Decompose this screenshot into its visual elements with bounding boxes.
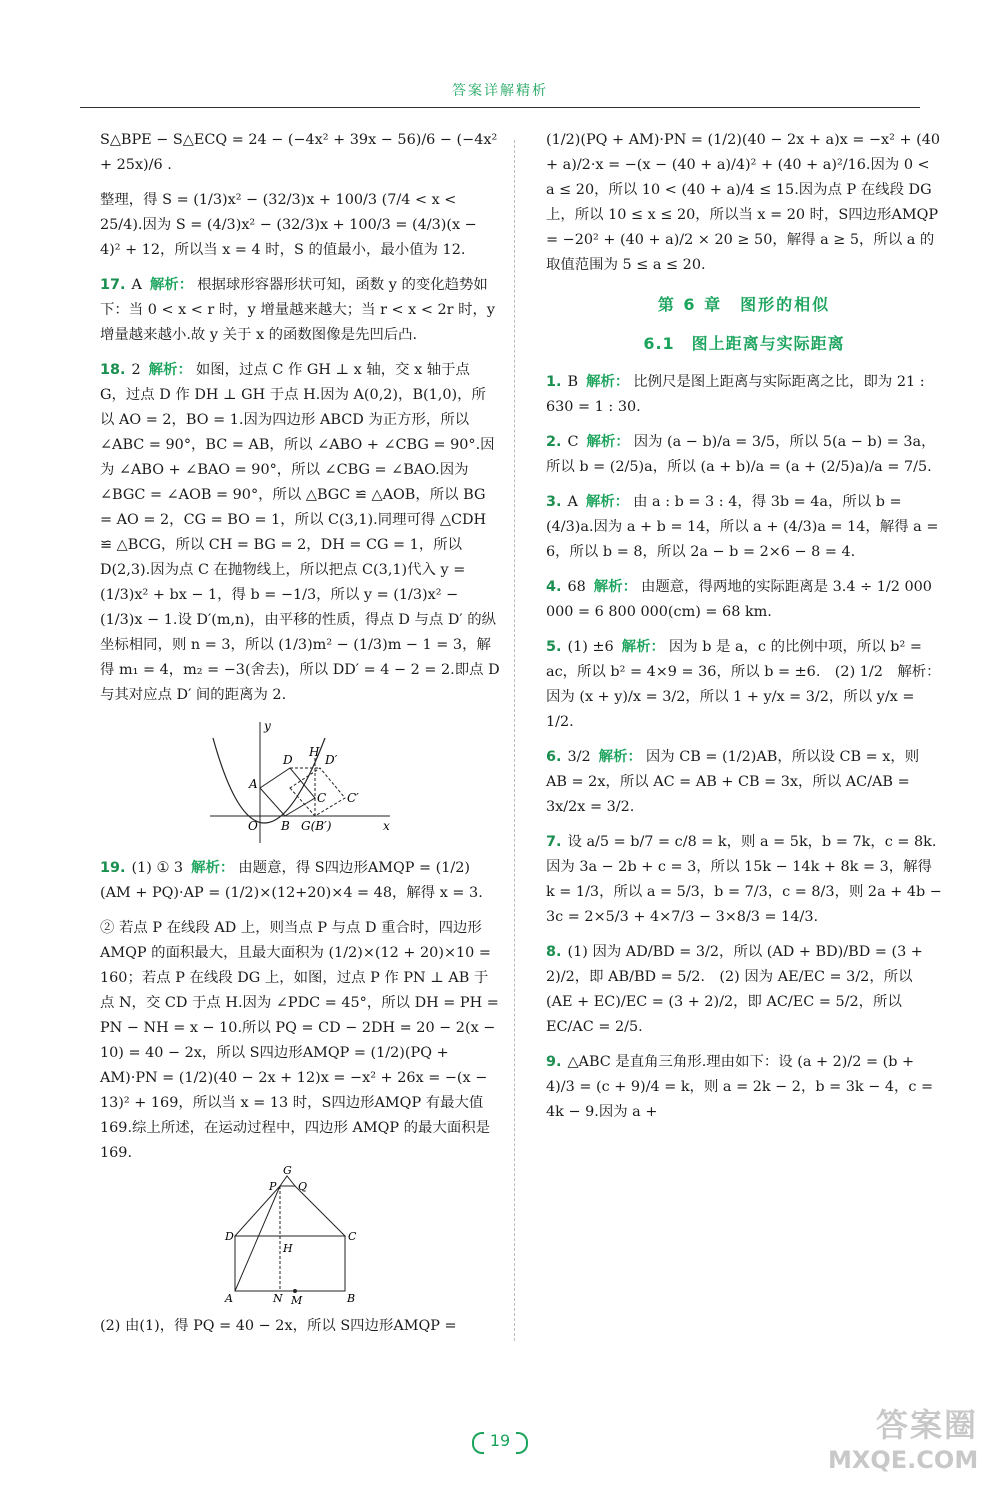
parabola-square-figure <box>205 718 395 848</box>
item-number: 4. <box>546 579 562 595</box>
item-tag: 解析： <box>149 277 194 293</box>
item-number: 3. <box>546 494 562 510</box>
column-divider <box>514 140 515 1341</box>
label-a: A <box>249 777 258 791</box>
label-d-prime: D′ <box>325 753 338 767</box>
paragraph: (1/2)(PQ + AM)·PN = (1/2)(40 − 2x + a)x = −x² + (40 + a)/2·x = −(x − (40 + a)/4)² + (40 + a)²/16.因为 0 < a ≤ 20，所以 10 < (40 + a)/4 ≤ 15.因为点 P 在线段 DG 上，所以 10 ≤ x ≤ 20，所以当 x = 20 时，S四边形AMQP = −20² + (40 + a)/2 × 20 ≥ 50，解得 a ≥ 5，所以 a 的取值范围为 5 ≤ a ≤ 20. <box>546 132 941 273</box>
label-p: P <box>269 1180 277 1193</box>
item-tag: 解析： <box>586 434 630 450</box>
item-answer: 68 <box>567 579 586 595</box>
label-c: C <box>317 791 327 805</box>
section-title: 6.1 图上距离与实际距离 <box>643 334 845 353</box>
item-text: 由 a : b = 3 : 4，得 3b = 4a，所以 b = (4/3)a.因为 a + b = 14，所以 a + (4/3)a = 14，解得 a = 6，所以 b = 8，所以 2a − b = 2×6 − 8 = 4. <box>546 494 939 560</box>
label-q: Q <box>298 1180 308 1193</box>
right-column <box>546 128 942 1135</box>
answer-item-3 <box>546 490 942 565</box>
item-tag: 解析： <box>593 579 637 595</box>
item-text: 根据球形容器形状可知，函数 y 的变化趋势如下：当 0 < x < r 时，y 增量越来越大；当 r < x < 2r 时，y 增量越来越小.故 y 关于 x 的函数图像是先凹后凸. <box>100 277 495 343</box>
answer-item-1 <box>546 370 942 420</box>
answer-item-5 <box>546 635 942 735</box>
item-number: 17. <box>100 277 126 293</box>
item-tag: 解析： <box>585 494 630 510</box>
label-y: y <box>264 719 271 733</box>
label-n: N <box>273 1292 283 1305</box>
watermark-logo <box>828 1400 978 1480</box>
watermark-line2: MXQE.COM <box>828 1446 979 1474</box>
item-answer: (1) ±6 <box>567 639 614 655</box>
item-text: 比例尺是图上距离与实际距离之比，即为 21 : 630 = 1 : 30. <box>546 374 925 415</box>
answer-item-6 <box>546 745 942 820</box>
header-rule <box>80 107 920 108</box>
item-tag: 解析： <box>598 749 642 765</box>
item-text: 因为 b 是 a，c 的比例中项，所以 b² = ac，所以 b² = 4×9 = 36，所以 b = ±6. (2) 1/2 解析：因为 (x + y)/x = 3/2，所以 1 + y/x = 3/2，所以 y/x = 1/2. <box>546 639 941 730</box>
item-text: 如图，过点 C 作 GH ⊥ x 轴，交 x 轴于点 G，过点 D 作 DH ⊥ GH 于点 H.因为 A(0,2)，B(1,0)，所以 AO = 2，BO = 1.因为四边形 ABCD 为正方形，所以 ∠ABC = 90°，BC = AB，所以 ∠ABO + ∠CBG = 90°.因为 ∠ABO + ∠BAO = 90°，所以 ∠CBG = ∠BAO.因为 ∠BGC = ∠AOB = 90°，所以 △BGC ≌ △AOB，所以 BG = AO = 2，CG = BO = 1，所以 C(3,1).同理可得 △CDH ≌ △BCG，所以 CH = BG = 2，DH = CG = 1，所以 D(2,3).因为点 C 在抛物线上，所以把点 C(3,1)代入 y = (1/3)x² + bx − 1，得 b = −1/3，所以 y = (1/3)x² − (1/3)x − 1.设 D′(m,n)，由平移的性质，得点 D 与点 D′ 的纵坐标相同，则 n = 3，所以 (1/3)m² − (1/3)m − 1 = 3，解得 m₁ = 4，m₂ = −3(舍去)，所以 DD′ = 4 − 2 = 2.即点 D 与其对应点 D′ 间的距离为 2. <box>100 362 500 703</box>
label-d: D <box>225 1230 234 1243</box>
answer-item-7 <box>546 830 942 930</box>
label-m: M <box>291 1294 303 1307</box>
header-title: 答案详解精析 <box>452 83 548 99</box>
label-h: H <box>309 745 320 759</box>
item-number: 9. <box>546 1054 562 1070</box>
trapezoid-figure <box>225 1164 375 1307</box>
item-number: 1. <box>546 374 562 390</box>
paragraph: S△BPE − S△ECQ = 24 − (−4x² + 39x − 56)/6 − (−4x² + 25x)/6 . <box>100 132 498 173</box>
paragraph: 整理，得 S = (1/3)x² − (32/3)x + 100/3 (7/4 < x < 25/4).因为 S = (4/3)x² − (32/3)x + 100/3 = (4/3)(x − 4)² + 12，所以当 x = 4 时，S 的值最小，最小值为 12. <box>100 192 477 258</box>
item-answer: A <box>567 494 578 510</box>
answer-item-2 <box>546 430 942 480</box>
label-x: x <box>383 819 390 833</box>
answer-item-17 <box>100 273 500 348</box>
item-answer: C <box>567 434 579 450</box>
label-b: B <box>281 819 290 833</box>
paragraph: (2) 由(1)，得 PQ = 40 − 2x，所以 S四边形AMQP = <box>100 1318 457 1334</box>
item-number: 7. <box>546 834 562 850</box>
label-g: G(B′) <box>301 819 332 833</box>
answer-item-8 <box>546 940 942 1040</box>
item-answer: (1) ① 3 <box>131 860 184 876</box>
label-a: A <box>225 1292 233 1305</box>
item-text: 因为 (a − b)/a = 3/5，所以 5(a − b) = 3a，所以 b = (2/5)a，所以 (a + b)/a = (a + (2/5)a)/a = 7/5. <box>546 434 936 475</box>
label-c: C <box>348 1230 357 1243</box>
item-number: 18. <box>100 362 126 378</box>
item-text: 由题意，得两地的实际距离是 3.4 ÷ 1/2 000 000 = 6 800 000(cm) = 68 km. <box>546 579 932 620</box>
item-answer: B <box>567 374 579 390</box>
label-h: H <box>283 1242 293 1255</box>
left-column <box>100 128 500 1349</box>
item-text: (1) 因为 AD/BD = 3/2，所以 (AD + BD)/BD = (3 + 2)/2，即 AB/BD = 5/2. (2) 因为 AE/EC = 3/2，所以 (AE + EC)/EC = (3 + 2)/2，即 AC/EC = 5/2，所以 EC/AC = 2/5. <box>546 944 923 1035</box>
chapter-title: 第 6 章 图形的相似 <box>657 295 831 314</box>
answer-item-9 <box>546 1050 942 1125</box>
item-number: 6. <box>546 749 562 765</box>
item-answer: A <box>131 277 142 293</box>
item-tag: 解析： <box>148 362 192 378</box>
answer-item-18 <box>100 358 500 708</box>
item-number: 19. <box>100 860 126 876</box>
item-text: △ABC 是直角三角形.理由如下：设 (a + 2)/2 = (b + 4)/3 = (c + 9)/4 = k，则 a = 2k − 2，b = 3k − 4，c = 4k − 9.因为 a + <box>546 1054 934 1120</box>
item-answer: 3/2 <box>567 749 591 765</box>
item-text: 因为 CB = (1/2)AB，所以设 CB = x，则 AB = 2x，所以 AC = AB + CB = 3x，所以 AC/AB = 3x/2x = 3/2. <box>546 749 920 815</box>
label-c-prime: C′ <box>347 791 359 805</box>
item-text: 设 a/5 = b/7 = c/8 = k，则 a = 5k，b = 7k，c = 8k.因为 3a − 2b + c = 3，所以 15k − 14k + 8k = 3，解得 k = 1/3，所以 a = 5/3，b = 7/3，c = 8/3，则 2a + 4b − 3c = 2×5/3 + 4×7/3 − 3×8/3 = 14/3. <box>546 834 942 925</box>
label-b: B <box>347 1292 356 1305</box>
item-text: 由题意，得 S四边形AMQP = (1/2)(AM + PQ)·AP = (1/2)×(12+20)×4 = 48，解得 x = 3. <box>100 860 483 901</box>
item-number: 5. <box>546 639 562 655</box>
watermark-line1: 答案圈 <box>875 1406 978 1444</box>
item-number: 2. <box>546 434 562 450</box>
answer-item-4 <box>546 575 942 625</box>
item-tag: 解析： <box>191 860 235 876</box>
item-tag: 解析： <box>586 374 630 390</box>
item-tag: 解析： <box>621 639 665 655</box>
label-o: O <box>248 819 258 833</box>
label-d: D <box>283 753 293 767</box>
item-number: 8. <box>546 944 562 960</box>
label-g: G <box>283 1164 292 1177</box>
page-header <box>60 74 940 108</box>
item-answer: 2 <box>131 362 141 378</box>
answer-item-19 <box>100 856 500 906</box>
paragraph: ② 若点 P 在线段 AD 上，则当点 P 与点 D 重合时，四边形 AMQP 的面积最大，且最大面积为 (1/2)×(12 + 20)×10 = 160；若点 P 在线段 DG 上，如图，过点 P 作 PN ⊥ AB 于点 N，交 CD 于点 H.因为 ∠PDC = 45°，所以 DH = PH = PN − NH = x − 10.所以 PQ = CD − 2DH = 20 − 2(x − 10) = 40 − 2x，所以 S四边形AMQP = (1/2)(PQ + AM)·PN = (1/2)(40 − 2x + 12)x = −x² + 26x = −(x − 13)² + 169，所以当 x = 13 时，S四边形AMQP 有最大值 169.综上所述，在运动过程中，四边形 AMQP 的最大面积是 169. <box>100 920 499 1161</box>
page-number: 19 <box>470 1428 530 1454</box>
